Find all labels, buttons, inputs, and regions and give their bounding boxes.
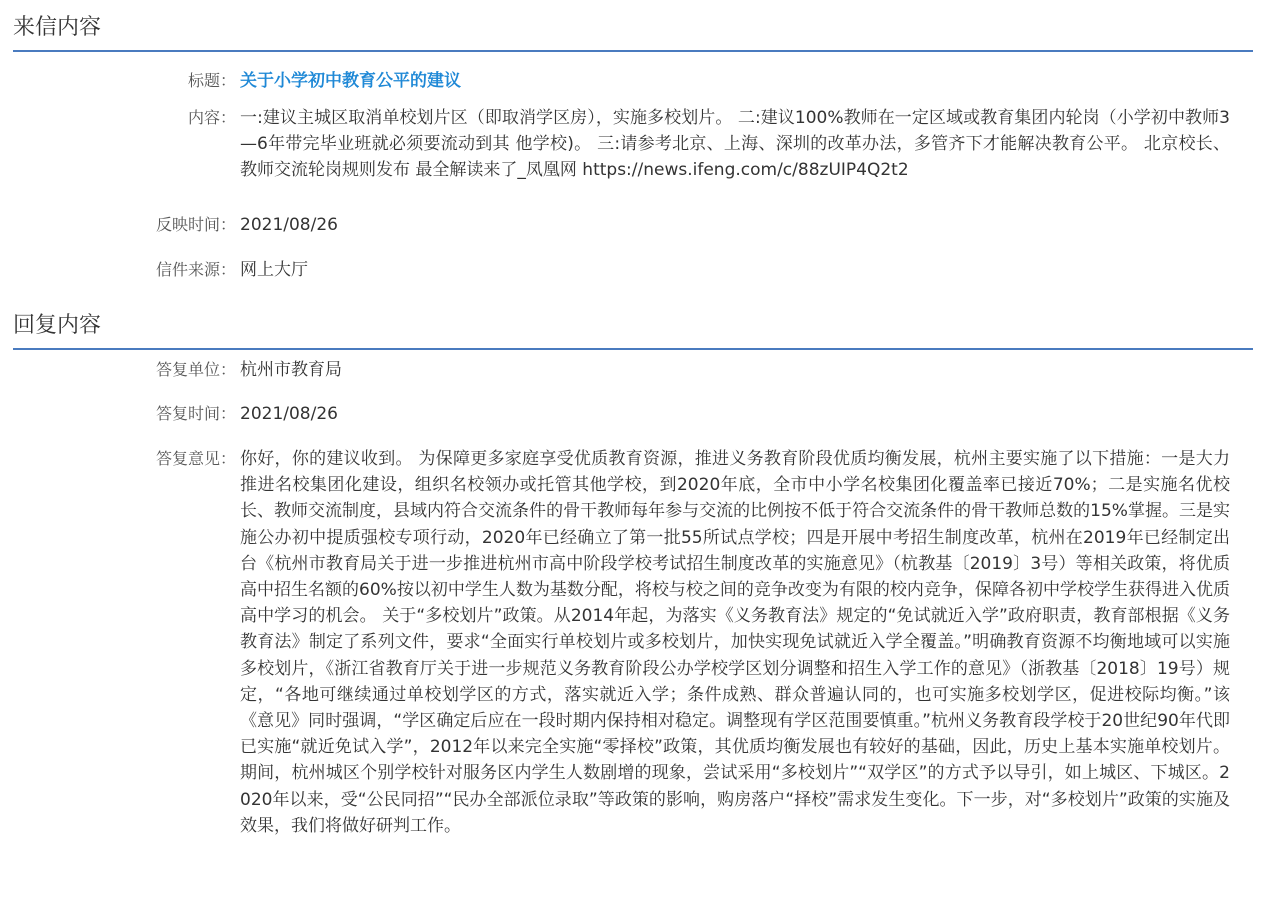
- letter-title-label: 标题：: [187, 71, 236, 90]
- reply-unit-label: 答复单位：: [155, 360, 236, 379]
- letter-time-value: 2021/08/26: [240, 215, 338, 235]
- letter-section-divider: [13, 50, 1253, 52]
- letter-section-header: [0, 0, 1280, 56]
- letter-content-label: 内容：: [187, 108, 236, 127]
- reply-section-heading: 回复内容: [13, 313, 102, 338]
- letter-section-heading: 来信内容: [13, 15, 102, 40]
- reply-time-value: 2021/08/26: [240, 404, 338, 424]
- letter-time-label: 反映时间：: [155, 215, 236, 234]
- letter-title-link[interactable]: 关于小学初中教育公平的建议: [240, 71, 461, 91]
- letter-source-label: 信件来源：: [155, 260, 236, 279]
- reply-time-label: 答复时间：: [155, 404, 236, 423]
- letter-source-value: 网上大厅: [240, 260, 308, 280]
- reply-opinion-label: 答复意见：: [155, 449, 236, 468]
- letter-content-text: 一:建议主城区取消单校划片区（即取消学区房），实施多校划片。 二:建议100%教师在一定区域或教育集团内轮岗（小学初中教师3—6年带完毕业班就必须要流动到其 他学校)。 三:请参考北京、上海、深圳的改革办法，多管齐下才能解决教育公平。 北京校长、教师交流轮岗规则发布 最全解读来了_凤凰网 https://news.ifeng.com/c/88zUIP4Q2t2: [240, 108, 1230, 181]
- reply-section-divider: [13, 348, 1253, 350]
- reply-section-header: [0, 298, 1280, 354]
- reply-opinion-text: 你好，你的建议收到。 为保障更多家庭享受优质教育资源，推进义务教育阶段优质均衡发展，杭州主要实施了以下措施：一是大力推进名校集团化建设，组织名校领办或托管其他学校，到2020年底，全市中小学名校集团化覆盖率已接近70%；二是实施名优校长、教师交流制度，县域内符合交流条件的骨干教师每年参与交流的比例按不低于符合交流条件的骨干教师总数的15%掌握。三是实施公办初中提质强校专项行动，2020年已经确立了第一批55所试点学校；四是开展中考招生制度改革，杭州在2019年已经制定出台《杭州市教育局关于进一步推进杭州市高中阶段学校考试招生制度改革的实施意见》（杭教基〔2019〕3号）等相关政策，将优质高中招生名额的60%按以初中学生人数为基数分配，将校与校之间的竞争改变为有限的校内竞争，保障各初中学校学生获得进入优质高中学习的机会。 关于“多校划片”政策。从2014年起，为落实《义务教育法》规定的“免试就近入学”政府职责，教育部根据《义务教育法》制定了系列文件，要求“全面实行单校划片或多校划片，加快实现免试就近入学全覆盖。”明确教育资源不均衡地域可以实施多校划片，《浙江省教育厅关于进一步规范义务教育阶段公办学校学区划分调整和招生入学工作的意见》（浙教基〔2018〕19号）规定，“各地可继续通过单校划学区的方式，落实就近入学；条件成熟、群众普遍认同的，也可实施多校划学区，促进校际均衡。”该《意见》同时强调，“学区确定后应在一段时期内保持相对稳定。调整现有学区范围要慎重。”杭州义务教育段学校于20世纪90年代即已实施“就近免试入学”，2012年以来完全实施“零择校”政策，其优质均衡发展也有较好的基础，因此，历史上基本实施单校划片。 期间，杭州城区个别学校针对服务区内学生人数剧增的现象，尝试采用“多校划片”“双学区”的方式予以导引，如上城区、下城区。2020年以来，受“公民同招”“民办全部派位录取”等政策的影响，购房落户“择校”需求发生变化。下一步，对“多校划片”政策的实施及效果，我们将做好研判工作。: [240, 449, 1230, 836]
- reply-unit-value: 杭州市教育局: [240, 360, 342, 380]
